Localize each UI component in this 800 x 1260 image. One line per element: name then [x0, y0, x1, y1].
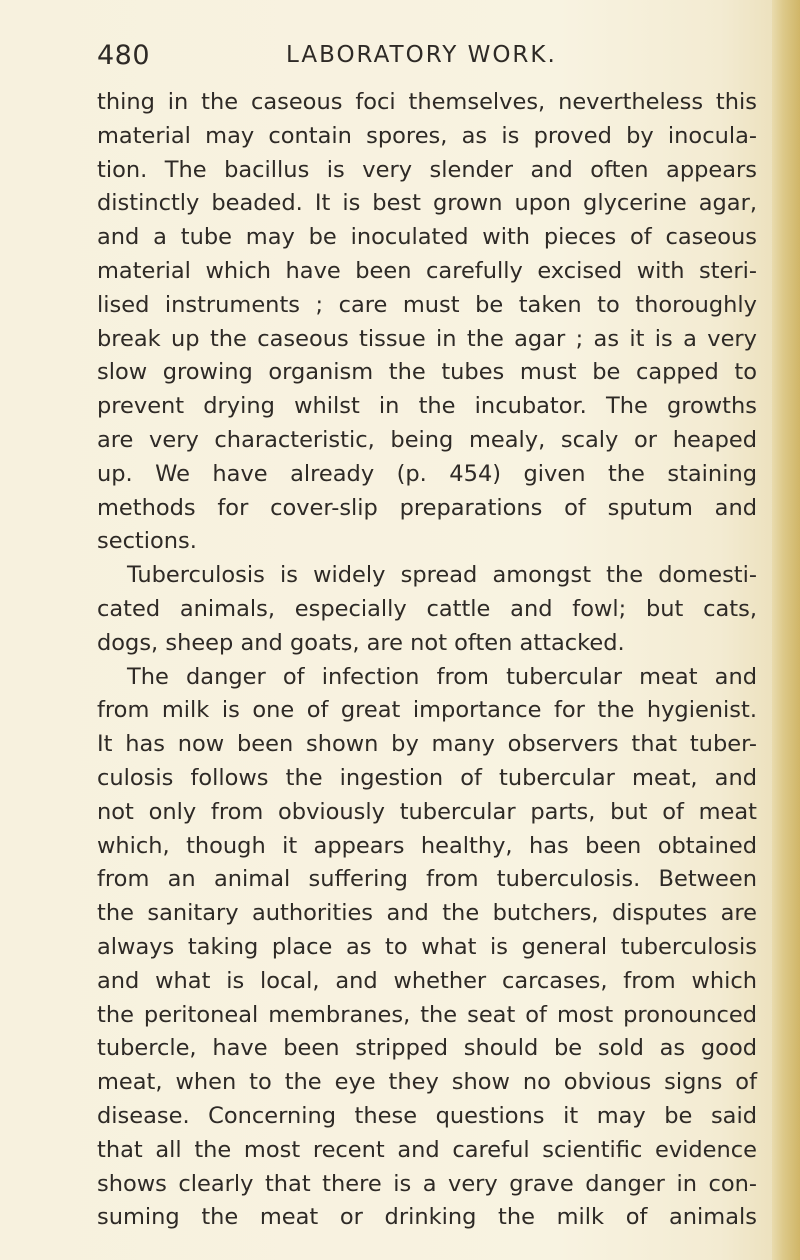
text-line: dogs, sheep and goats, are not often attacked. [97, 629, 625, 656]
page-number: 480 [97, 40, 151, 71]
text-line: suming the meat or drinking the milk of animals [97, 1204, 757, 1231]
text-line: distinctly beaded. It is best grown upon glycerine agar, [97, 190, 757, 217]
text-line: shows clearly that there is a very grave danger in con- [97, 1170, 757, 1197]
text-line: from milk is one of great importance for the hygienist. [97, 697, 757, 724]
text-line: thing in the caseous foci themselves, nevertheless this [97, 89, 757, 115]
text-line: meat, when to the eye they show no obvious signs of [97, 1069, 757, 1096]
text-line: It has now been shown by many observers that tuber- [97, 731, 757, 758]
text-line: from an animal suffering from tuberculosis. Between [97, 866, 757, 893]
text-line: not only from obviously tubercular parts, but of meat [97, 798, 757, 825]
text-line: slow growing organism the tubes must be capped to [97, 359, 757, 386]
text-line: break up the caseous tissue in the agar ; as it is a very [97, 325, 757, 352]
text-line: always taking place as to what is general tuberculosis [97, 933, 757, 960]
text-line: the peritoneal membranes, the seat of most pronounced [97, 1001, 757, 1028]
text-line: the sanitary authorities and the butchers, disputes are [97, 900, 757, 927]
text-line: tubercle, have been stripped should be sold as good [97, 1035, 757, 1062]
text-line: and what is local, and whether carcases, from which [97, 967, 757, 994]
text-line: culosis follows the ingestion of tubercular meat, and [97, 764, 757, 791]
text-line: are very characteristic, being mealy, scaly or heaped [97, 426, 757, 453]
text-line: that all the most recent and careful scientific evidence [97, 1136, 757, 1163]
text-line: up. We have already (p. 454) given the staining [97, 460, 757, 487]
text-line: lised instruments ; care must be taken to thoroughly [97, 291, 757, 318]
text-line: cated animals, especially cattle and fowl; but cats, [97, 595, 757, 622]
text-line: prevent drying whilst in the incubator. The growths [97, 393, 757, 420]
running-head: LABORATORY WORK. [286, 42, 557, 68]
text-line: sections. [97, 528, 197, 555]
text-line: methods for cover-slip preparations of sputum and [97, 494, 757, 521]
text-line: material may contain spores, as is proved by inocula- [97, 122, 757, 149]
text-line: Tuberculosis is widely spread amongst the domesti- [127, 562, 757, 589]
text-line: disease. Concerning these questions it may be said [97, 1102, 757, 1129]
page-edge [772, 0, 800, 1260]
page-header [97, 40, 737, 76]
text-line: which, though it appears healthy, has been obtained [97, 832, 757, 859]
text-line: material which have been carefully excised with steri- [97, 257, 757, 284]
text-line: The danger of infection from tubercular meat and [127, 663, 757, 690]
text-line: and a tube may be inoculated with pieces of caseous [97, 224, 757, 251]
text-line: tion. The bacillus is very slender and often appears [97, 156, 757, 183]
body-text [97, 86, 757, 1235]
